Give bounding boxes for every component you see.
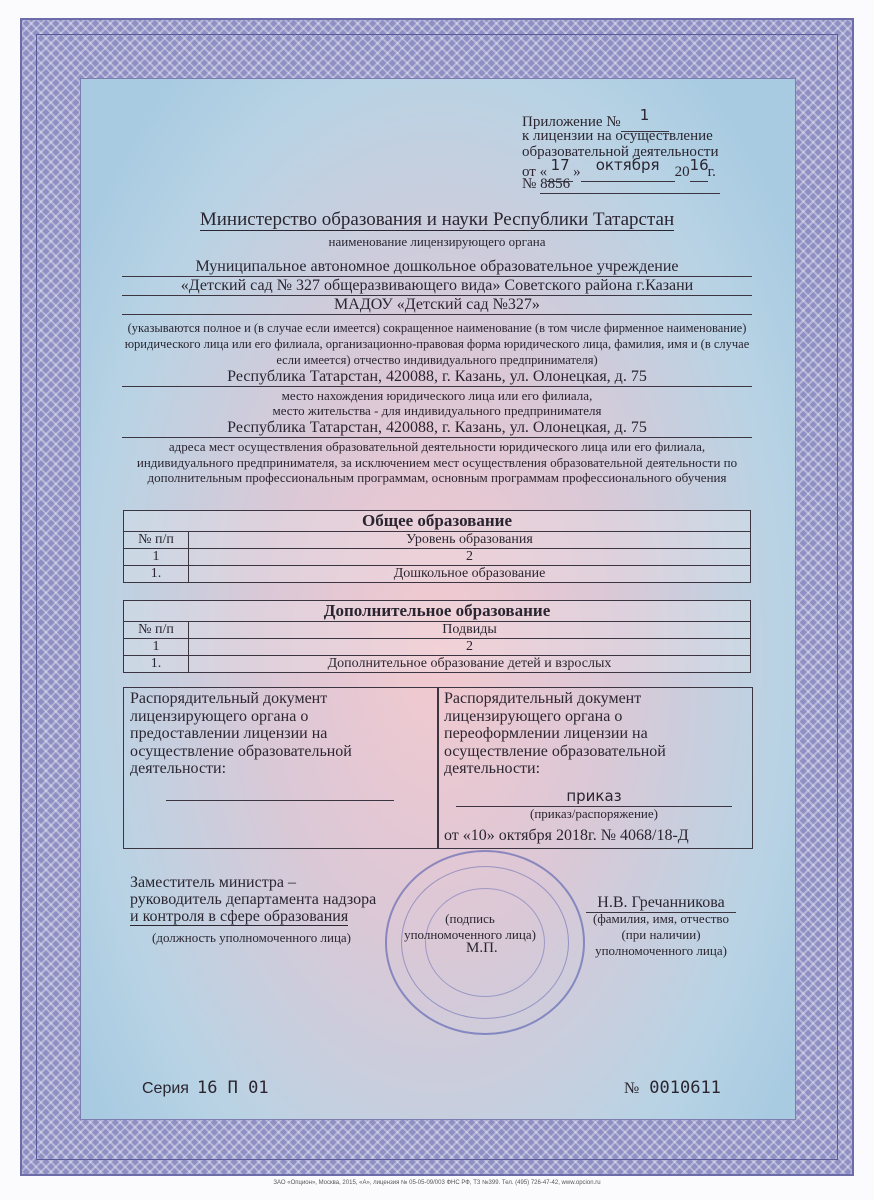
form-series xyxy=(142,1078,269,1098)
general-education-title: Общее образование xyxy=(124,511,751,532)
sign-caption1: (подпись xyxy=(445,911,495,926)
series-value: 16 П 01 xyxy=(196,1078,269,1098)
table-row xyxy=(124,549,751,566)
license-number xyxy=(522,176,728,194)
row-value: Дошкольное образование xyxy=(189,566,751,583)
location-caption1: место нахождения юридического лица или его филиала, xyxy=(281,388,593,403)
col-subtype-header: Подвиды xyxy=(189,622,751,639)
name-caption1: (фамилия, имя, отчество xyxy=(593,911,729,926)
signer-name-text: Н.В. Гречанникова xyxy=(586,894,736,913)
col-index-2: 2 xyxy=(189,639,751,656)
date-mid: » xyxy=(573,164,581,180)
table-row xyxy=(124,532,751,549)
general-education-table xyxy=(123,510,751,583)
licensee-caption: (указываются полное и (в случае если имеется) сокращенное наименование (в том числе фирменное наименование) юридического лица или его филиала, организационно-правовая форма юридического лица, фамилия, имя и (в случае если имеется) отчество индивидуального предпринимателя) xyxy=(124,321,750,367)
col-number-header: № п/п xyxy=(124,532,189,549)
col-index-1: 1 xyxy=(124,549,189,566)
table-row xyxy=(124,622,751,639)
grant-decision-box xyxy=(123,687,439,849)
col-index-2: 2 xyxy=(189,549,751,566)
activity-caption: адреса мест осуществления образовательной деятельности юридического лица или его филиала, индивидуального предпринимателя, за исключением мест осуществления образовательной деятельности по дополнительным профессиональным программам, основным программам профессионального обучения xyxy=(136,439,738,485)
reissue-doc-type-value: приказ xyxy=(566,787,622,805)
position-line1: Заместитель министра – xyxy=(130,874,296,891)
licensee-line2: «Детский сад № 327 общеразвивающего вида» Советского района г.Казани xyxy=(122,277,752,296)
series-label: Серия xyxy=(142,1080,189,1097)
row-number: 1. xyxy=(124,656,189,673)
appendix-number: 1 xyxy=(639,106,650,124)
table-row xyxy=(124,639,751,656)
form-number xyxy=(624,1078,721,1098)
table-row xyxy=(124,601,751,622)
table-row xyxy=(124,566,751,583)
stamp-place: М.П. xyxy=(466,940,498,956)
location-caption2: место жительства - для индивидуального предпринимателя xyxy=(272,403,602,418)
licensee-line1: Муниципальное автономное дошкольное образовательное учреждение xyxy=(122,258,752,277)
number-label: № xyxy=(624,1080,640,1097)
col-number-header: № п/п xyxy=(124,622,189,639)
grant-decision-text: Распорядительный документ лицензирующего органа о предоставлении лицензии на осуществление образовательной деятельности: xyxy=(130,690,352,777)
printer-footer: ЗАО «Опцион», Москва, 2015, «А», лицензия № 05-05-09/003 ФНС РФ, ТЗ №399. Тел. (495) 726-47-42, www.opcion.ru xyxy=(273,1180,601,1186)
position-caption: (должность уполномоченного лица) xyxy=(152,930,352,945)
sign-caption2: уполномоченного лица) xyxy=(404,927,536,942)
license-no-label: № xyxy=(522,176,537,192)
reissue-decision-text: Распорядительный документ лицензирующего органа о переоформлении лицензии на осуществление образовательной деятельности: xyxy=(444,690,666,777)
year-prefix: 20 xyxy=(674,164,690,180)
year-suffix: г. xyxy=(707,164,716,180)
position-line3: и контроля в сфере образования xyxy=(130,908,349,925)
date-month: октября xyxy=(595,156,660,174)
location-address: Республика Татарстан, 420088, г. Казань, ул. Олонецкая, д. 75 xyxy=(122,368,752,387)
authority-name xyxy=(120,209,754,231)
position-line2: руководитель департамента надзора xyxy=(130,891,377,908)
signature-caption xyxy=(380,911,560,943)
license-no-value: 8856 xyxy=(540,176,571,192)
col-index-1: 1 xyxy=(124,639,189,656)
row-number: 1. xyxy=(124,566,189,583)
number-value: 0010611 xyxy=(649,1078,721,1098)
name-caption3: уполномоченного лица) xyxy=(595,943,727,958)
licensee-line3: МАДОУ «Детский сад №327» xyxy=(122,296,752,315)
date-year: 16 xyxy=(689,156,709,174)
additional-education-table xyxy=(123,600,751,673)
additional-education-title: Дополнительное образование xyxy=(124,601,751,622)
grant-decision-blank xyxy=(166,800,394,801)
table-row xyxy=(124,511,751,532)
reissue-doc-date: от «10» октября 2018г. № 4068/18-Д xyxy=(444,827,689,844)
col-level-header: Уровень образования xyxy=(189,532,751,549)
date-day: 17 xyxy=(550,156,570,174)
row-value: Дополнительное образование детей и взрослых xyxy=(189,656,751,673)
reissue-decision-box xyxy=(437,687,753,849)
authority-caption: наименование лицензирующего органа xyxy=(328,234,546,249)
reissue-doc-type-caption: (приказ/распоряжение) xyxy=(530,806,658,821)
appendix-line2: к лицензии на осуществление xyxy=(522,128,713,144)
activity-address: Республика Татарстан, 420088, г. Казань, ул. Олонецкая, д. 75 xyxy=(122,419,752,438)
authority-name-text: Министерство образования и науки Республики Татарстан xyxy=(199,209,675,230)
signer-position xyxy=(130,874,376,926)
appendix-line3: образовательной деятельности xyxy=(522,144,719,160)
name-caption2: (при наличии) xyxy=(621,927,701,942)
appendix-label-text: Приложение № xyxy=(522,114,621,130)
table-row xyxy=(124,656,751,673)
reissue-doc-type xyxy=(456,787,732,807)
signer-name-caption xyxy=(582,911,740,959)
date-prefix: от « xyxy=(522,164,548,180)
